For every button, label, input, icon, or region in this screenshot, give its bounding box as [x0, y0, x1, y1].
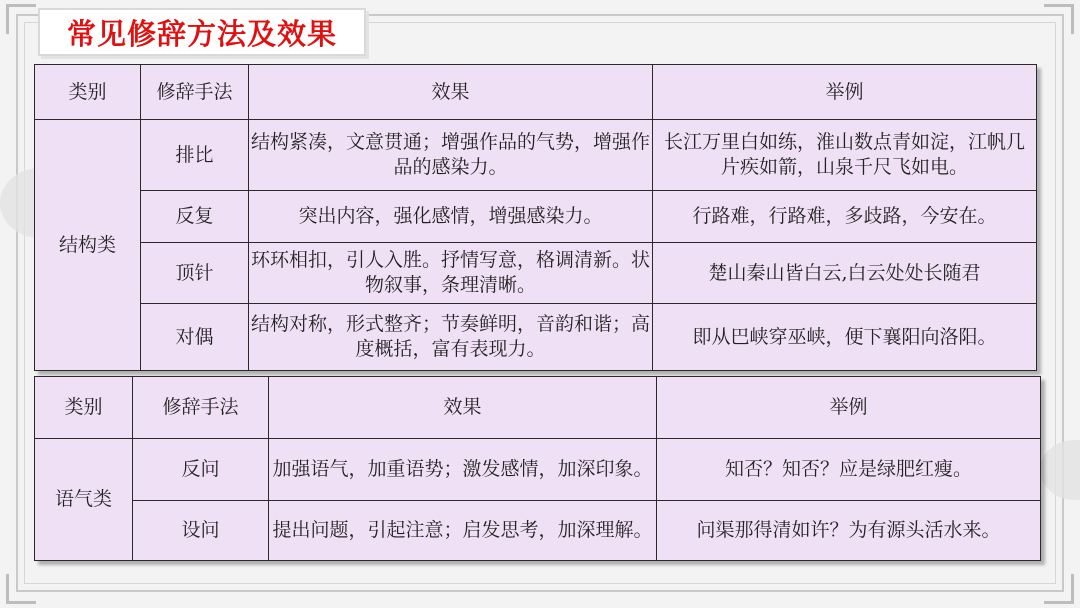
method-cell: 设问 — [133, 501, 269, 561]
header-effect: 效果 — [269, 377, 657, 439]
effect-cell: 突出内容，强化感情，增强感染力。 — [249, 191, 653, 243]
frame-corner-ornament — [1044, 4, 1074, 34]
example-cell: 问渠那得清如许？为有源头活水来。 — [657, 501, 1041, 561]
effect-cell: 结构对称，形式整齐；节奏鲜明，音韵和谐；高度概括，富有表现力。 — [249, 304, 653, 371]
effect-cell: 加强语气，加重语势；激发感情，加深印象。 — [269, 439, 657, 501]
method-cell: 反复 — [141, 191, 249, 243]
table-row — [35, 243, 1037, 304]
header-effect: 效果 — [249, 65, 653, 120]
header-example: 举例 — [653, 65, 1037, 120]
header-method: 修辞手法 — [141, 65, 249, 120]
table-row — [35, 439, 1041, 501]
table-row — [35, 191, 1037, 243]
table-header-row — [35, 65, 1037, 120]
frame-corner-ornament — [6, 574, 36, 604]
method-cell: 对偶 — [141, 304, 249, 371]
example-cell: 行路难，行路难，多歧路，今安在。 — [653, 191, 1037, 243]
table-row — [35, 501, 1041, 561]
effect-cell: 环环相扣，引人入胜。抒情写意，格调清新。状物叙事，条理清晰。 — [249, 243, 653, 304]
table-header-row — [35, 377, 1041, 439]
header-category: 类别 — [35, 377, 133, 439]
example-cell: 即从巴峡穿巫峡，便下襄阳向洛阳。 — [653, 304, 1037, 371]
header-category: 类别 — [35, 65, 141, 120]
frame-corner-ornament — [1044, 574, 1074, 604]
table-row — [35, 120, 1037, 191]
method-cell: 反问 — [133, 439, 269, 501]
category-cell: 语气类 — [35, 439, 133, 561]
header-method: 修辞手法 — [133, 377, 269, 439]
structure-rhetoric-table — [34, 64, 1037, 371]
example-cell: 知否？知否？应是绿肥红瘦。 — [657, 439, 1041, 501]
method-cell: 排比 — [141, 120, 249, 191]
frame-corner-ornament — [6, 4, 36, 34]
tone-rhetoric-table — [34, 376, 1041, 561]
page-title: 常见修辞方法及效果 — [66, 16, 337, 51]
category-cell: 结构类 — [35, 120, 141, 371]
table-row — [35, 304, 1037, 371]
header-example: 举例 — [657, 377, 1041, 439]
effect-cell: 提出问题，引起注意；启发思考，加深理解。 — [269, 501, 657, 561]
effect-cell: 结构紧凑，文意贯通；增强作品的气势，增强作品的感染力。 — [249, 120, 653, 191]
title-banner — [38, 8, 366, 56]
example-cell: 楚山秦山皆白云,白云处处长随君 — [653, 243, 1037, 304]
method-cell: 顶针 — [141, 243, 249, 304]
example-cell: 长江万里白如练，淮山数点青如淀，江帆几片疾如箭，山泉千尺飞如电。 — [653, 120, 1037, 191]
